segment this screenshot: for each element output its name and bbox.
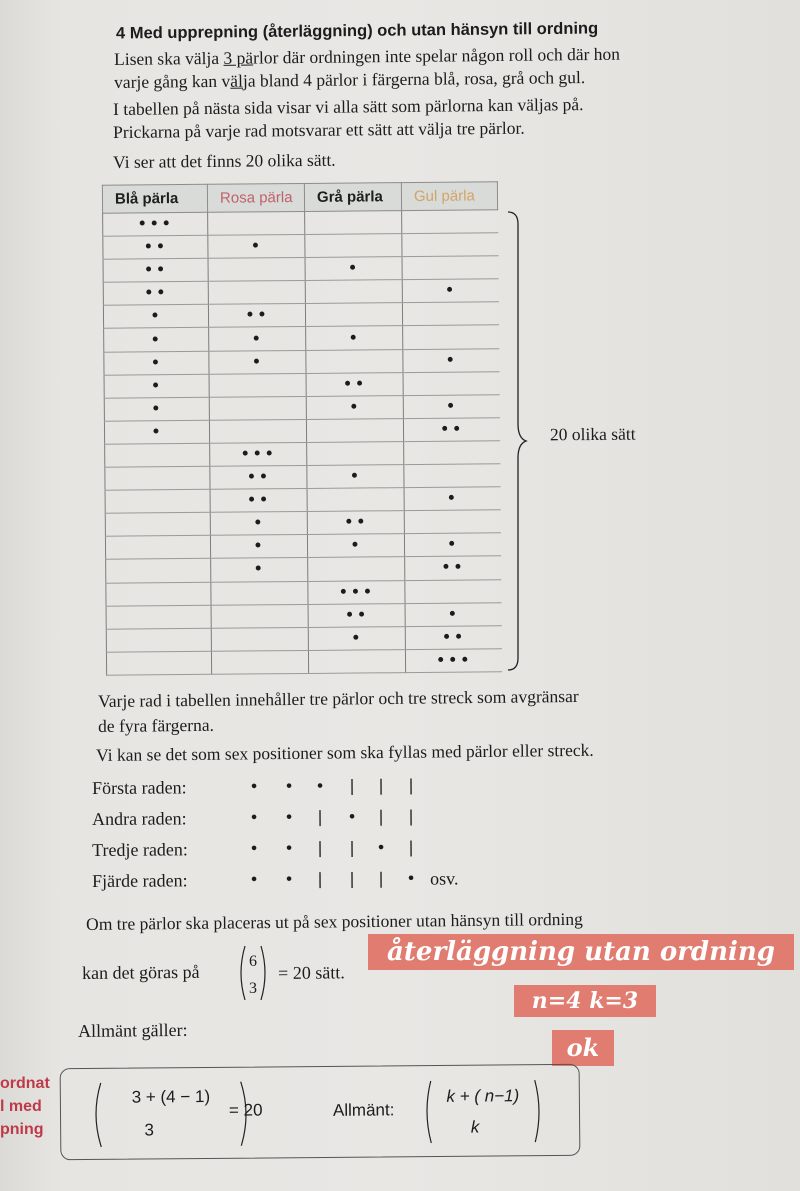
annotation-ok: ok xyxy=(552,1030,614,1066)
table-cell: • xyxy=(308,626,405,650)
table-row xyxy=(106,579,501,606)
pearl-dot: • xyxy=(249,838,259,858)
pearl-dot: • xyxy=(347,807,357,827)
table-row xyxy=(103,256,498,283)
table-cell xyxy=(208,281,305,305)
table-cell: ••• xyxy=(103,212,208,236)
table-cell xyxy=(105,443,210,467)
table-cell xyxy=(308,649,405,673)
table-cell xyxy=(211,581,308,605)
side-label-1: ordnat xyxy=(0,1075,50,1092)
table-cell: •• xyxy=(103,282,208,306)
table-row xyxy=(105,441,500,468)
table-cell: •• xyxy=(210,465,307,489)
pearl-dot: • xyxy=(249,869,259,889)
position-row-label: Andra raden: xyxy=(92,808,187,829)
table-cell: •• xyxy=(307,511,404,535)
table-row xyxy=(104,348,499,375)
explain-line-2: de fyra färgerna. xyxy=(98,714,215,736)
general-bottom: k xyxy=(470,1117,480,1137)
pearl-dot: • xyxy=(249,807,259,827)
table-row xyxy=(104,395,499,422)
intro-line-2: varje gång kan välja bland 4 pärlor i färgerna blå, rosa, grå och gul. xyxy=(114,67,586,92)
pearl-dot: • xyxy=(284,869,294,889)
divider-mark: | xyxy=(378,868,384,889)
binomial-bottom: 3 xyxy=(249,980,257,997)
table-cell xyxy=(306,418,403,442)
table-row xyxy=(103,210,498,237)
table-cell: •• xyxy=(208,304,305,328)
table-cell: • xyxy=(404,533,500,557)
formula-result: = 20 xyxy=(228,1100,263,1120)
combo-line-1: Om tre pärlor ska placeras ut på sex positioner utan hänsyn till ordning xyxy=(86,908,583,934)
table-cell xyxy=(305,234,402,258)
divider-mark: | xyxy=(408,775,414,795)
table-row xyxy=(106,625,501,652)
table-row xyxy=(103,233,498,260)
table-cell xyxy=(405,579,501,603)
table-cell: •• xyxy=(103,235,208,259)
divider-mark: | xyxy=(349,838,355,858)
table-cell: •• xyxy=(405,556,501,580)
table-cell: • xyxy=(104,420,209,444)
table-cell xyxy=(208,211,305,235)
pearl-table xyxy=(102,181,502,675)
table-cell: • xyxy=(211,558,308,582)
divider-mark: | xyxy=(317,807,323,827)
table-cell xyxy=(404,441,500,465)
table-cell xyxy=(305,303,402,327)
table-cell: • xyxy=(307,465,404,489)
table-cell: • xyxy=(210,512,307,536)
table-cell xyxy=(105,466,210,490)
intro-line-1: Lisen ska välja 3 pärlor där ordningen inte spelar någon roll och där hon xyxy=(114,43,621,69)
side-label-2: l med xyxy=(0,1098,42,1115)
table-cell xyxy=(403,371,499,395)
table-cell: • xyxy=(104,351,209,375)
binomial-top: 6 xyxy=(249,953,257,970)
table-row xyxy=(106,602,501,629)
header-grey: Grå pärla xyxy=(304,183,401,212)
table-cell: • xyxy=(210,535,307,559)
table-cell xyxy=(305,211,402,235)
explain-line-3: Vi kan se det som sex positioner som ska fyllas med pärlor eller streck. xyxy=(96,739,594,765)
table-row xyxy=(103,279,498,306)
pearl-dot: • xyxy=(284,776,294,796)
position-row-label: Fjärde raden: xyxy=(92,870,188,891)
table-cell: ••• xyxy=(308,580,405,604)
explain-line-1: Varje rad i tabellen innehåller tre pärlor och tre streck som avgränsar xyxy=(98,685,579,711)
table-cell: • xyxy=(208,235,305,259)
table-cell: • xyxy=(403,395,499,419)
table-row xyxy=(104,418,499,445)
curly-brace xyxy=(506,210,530,672)
table-cell xyxy=(211,604,308,628)
table-cell xyxy=(308,557,405,581)
table-cell: • xyxy=(104,397,209,421)
divider-mark: | xyxy=(378,806,384,827)
pearl-dot: • xyxy=(376,837,386,858)
table-cell: ••• xyxy=(210,442,307,466)
divider-mark: | xyxy=(349,869,355,889)
formula-general-label: Allmänt: xyxy=(332,1100,395,1120)
table-cell xyxy=(307,488,404,512)
binomial-6-3 xyxy=(236,944,270,1002)
table-body xyxy=(103,210,502,675)
brace-label: 20 olika sätt xyxy=(549,423,636,445)
table-cell xyxy=(106,605,211,629)
table-header-row xyxy=(102,182,497,213)
table-cell xyxy=(211,650,308,674)
table-cell: • xyxy=(307,534,404,558)
binomial-formula xyxy=(91,1078,252,1149)
table-cell xyxy=(305,280,402,304)
pearl-dot: • xyxy=(284,807,294,827)
table-cell xyxy=(404,510,500,534)
table-cell: •• xyxy=(405,625,501,649)
table-cell: • xyxy=(405,602,501,626)
position-row-suffix: osv. xyxy=(429,868,459,889)
pearl-dot: • xyxy=(406,868,416,888)
table-cell xyxy=(106,582,211,606)
table-cell: • xyxy=(104,328,209,352)
table-cell: • xyxy=(306,395,403,419)
divider-mark: | xyxy=(408,806,414,826)
combo-result: = 20 sätt. xyxy=(278,962,345,983)
table-cell: •• xyxy=(403,418,499,442)
section-heading: 4 Med upprepning (återläggning) och utan hänsyn till ordning xyxy=(115,19,599,43)
table-cell: •• xyxy=(103,259,208,283)
divider-mark: | xyxy=(349,776,355,796)
intro-line-4: Prickarna på varje rad motsvarar ett sätt att välja tre pärlor. xyxy=(113,117,525,142)
table-cell xyxy=(402,256,498,280)
table-row xyxy=(106,649,501,676)
pearl-table-container xyxy=(104,183,500,674)
table-cell xyxy=(105,513,210,537)
table-cell: •• xyxy=(210,489,307,513)
table-cell xyxy=(106,651,211,675)
table-cell xyxy=(306,349,403,373)
general-binomial xyxy=(423,1077,544,1146)
intro-line-5: Vi ser att det finns 20 olika sätt. xyxy=(113,149,336,172)
table-row xyxy=(105,487,500,514)
divider-mark: | xyxy=(317,838,323,858)
table-cell xyxy=(105,489,210,513)
table-cell xyxy=(209,419,306,443)
table-cell xyxy=(106,559,211,583)
table-row xyxy=(106,556,501,583)
pearl-dot: • xyxy=(249,776,259,796)
table-cell: •• xyxy=(306,372,403,396)
general-label: Allmänt gäller: xyxy=(78,1019,188,1041)
table-cell xyxy=(106,628,211,652)
table-cell xyxy=(402,233,498,257)
table-row xyxy=(104,325,499,352)
table-cell: • xyxy=(402,279,498,303)
table-cell xyxy=(402,302,498,326)
general-top: k + ( n−1) xyxy=(446,1086,520,1106)
table-cell: •• xyxy=(308,603,405,627)
table-row xyxy=(104,371,499,398)
pearl-dot: • xyxy=(284,838,294,858)
table-cell xyxy=(402,210,498,234)
position-row-label: Första raden: xyxy=(92,777,187,798)
annotation-aterlaggning: återläggning utan ordning xyxy=(368,934,794,970)
table-cell xyxy=(209,373,306,397)
table-row xyxy=(105,464,500,491)
divider-mark: | xyxy=(378,775,384,796)
table-cell: • xyxy=(103,305,208,329)
intro-line-3: I tabellen på nästa sida visar vi alla sätt som pärlorna kan väljas på. xyxy=(113,94,584,119)
table-cell: • xyxy=(209,350,306,374)
table-cell xyxy=(209,396,306,420)
header-pink: Rosa pärla xyxy=(207,183,304,212)
table-cell: • xyxy=(209,327,306,351)
formula-bottom: 3 xyxy=(144,1120,154,1140)
combo-line-2: kan det göras på xyxy=(82,961,200,983)
table-cell xyxy=(307,442,404,466)
pearl-dot: • xyxy=(315,776,325,796)
annotation-n-k: n=4 k=3 xyxy=(514,985,656,1017)
table-cell xyxy=(403,325,499,349)
table-cell: • xyxy=(403,348,499,372)
table-row xyxy=(103,302,498,329)
table-cell xyxy=(208,258,305,282)
table-cell: ••• xyxy=(405,649,501,673)
table-row xyxy=(105,510,500,537)
formula-top: 3 + (4 − 1) xyxy=(131,1086,211,1107)
table-cell: • xyxy=(306,326,403,350)
table-cell: • xyxy=(305,257,402,281)
table-cell: • xyxy=(104,374,209,398)
header-yellow: Gul pärla xyxy=(401,182,497,211)
side-label-3: pning xyxy=(0,1121,44,1138)
table-row xyxy=(105,533,500,560)
formula-box xyxy=(60,1064,581,1161)
position-row-label: Tredje raden: xyxy=(92,839,188,860)
divider-mark: | xyxy=(408,837,414,857)
table-cell xyxy=(404,464,500,488)
table-cell xyxy=(105,536,210,560)
table-cell xyxy=(211,627,308,651)
table-cell: • xyxy=(404,487,500,511)
divider-mark: | xyxy=(317,869,323,889)
header-blue: Blå pärla xyxy=(102,184,207,213)
